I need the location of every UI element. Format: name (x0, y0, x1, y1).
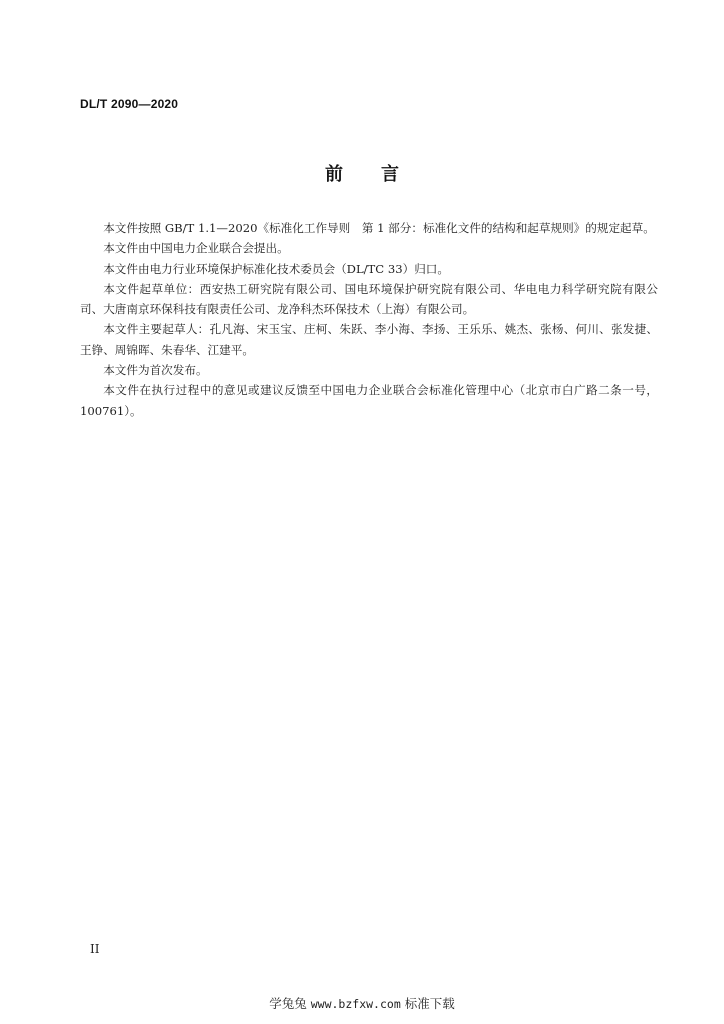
footer-watermark (0, 994, 724, 1012)
paragraph-drafters: 本文件主要起草人：孔凡海、宋玉宝、庄柯、朱跃、李小海、李扬、王乐乐、姚杰、张杨、何川、张发捷、王铮、周锦晖、朱春华、江建平。 (80, 322, 658, 357)
footer-site-name: 学兔兔 (269, 996, 307, 1011)
page-number: II (90, 942, 100, 956)
page-title (0, 160, 724, 186)
paragraph-feedback: 本文件在执行过程中的意见或建议反馈至中国电力企业联合会标准化管理中心（北京市白广路二条一号，100761）。 (80, 383, 658, 418)
paragraph-drafting-units: 本文件起草单位：西安热工研究院有限公司、国电环境保护研究院有限公司、华电电力科学研究院有限公司、大唐南京环保科技有限责任公司、龙净科杰环保技术（上海）有限公司。 (80, 281, 658, 317)
paragraph-proposer: 本文件由中国电力企业联合会提出。 (103, 241, 289, 256)
paragraph-committee: 本文件由电力行业环境保护标准化技术委员会（DL/TC 33）归口。 (103, 261, 449, 276)
paragraph-first-release: 本文件为首次发布。 (103, 363, 208, 378)
document-code-header: DL/T 2090—2020 (80, 97, 179, 111)
paragraph-drafting-rules: 本文件按照 GB/T 1.1—2020《标准化工作导则 第 1 部分：标准化文件的结构和起草规则》的规定起草。 (103, 221, 655, 235)
footer-url: www.bzfxw.com (310, 997, 401, 1011)
footer-tagline: 标准下载 (404, 996, 455, 1011)
title-char-2: 言 (381, 164, 399, 185)
foreword-body (80, 218, 658, 421)
title-char-1: 前 (325, 164, 343, 185)
